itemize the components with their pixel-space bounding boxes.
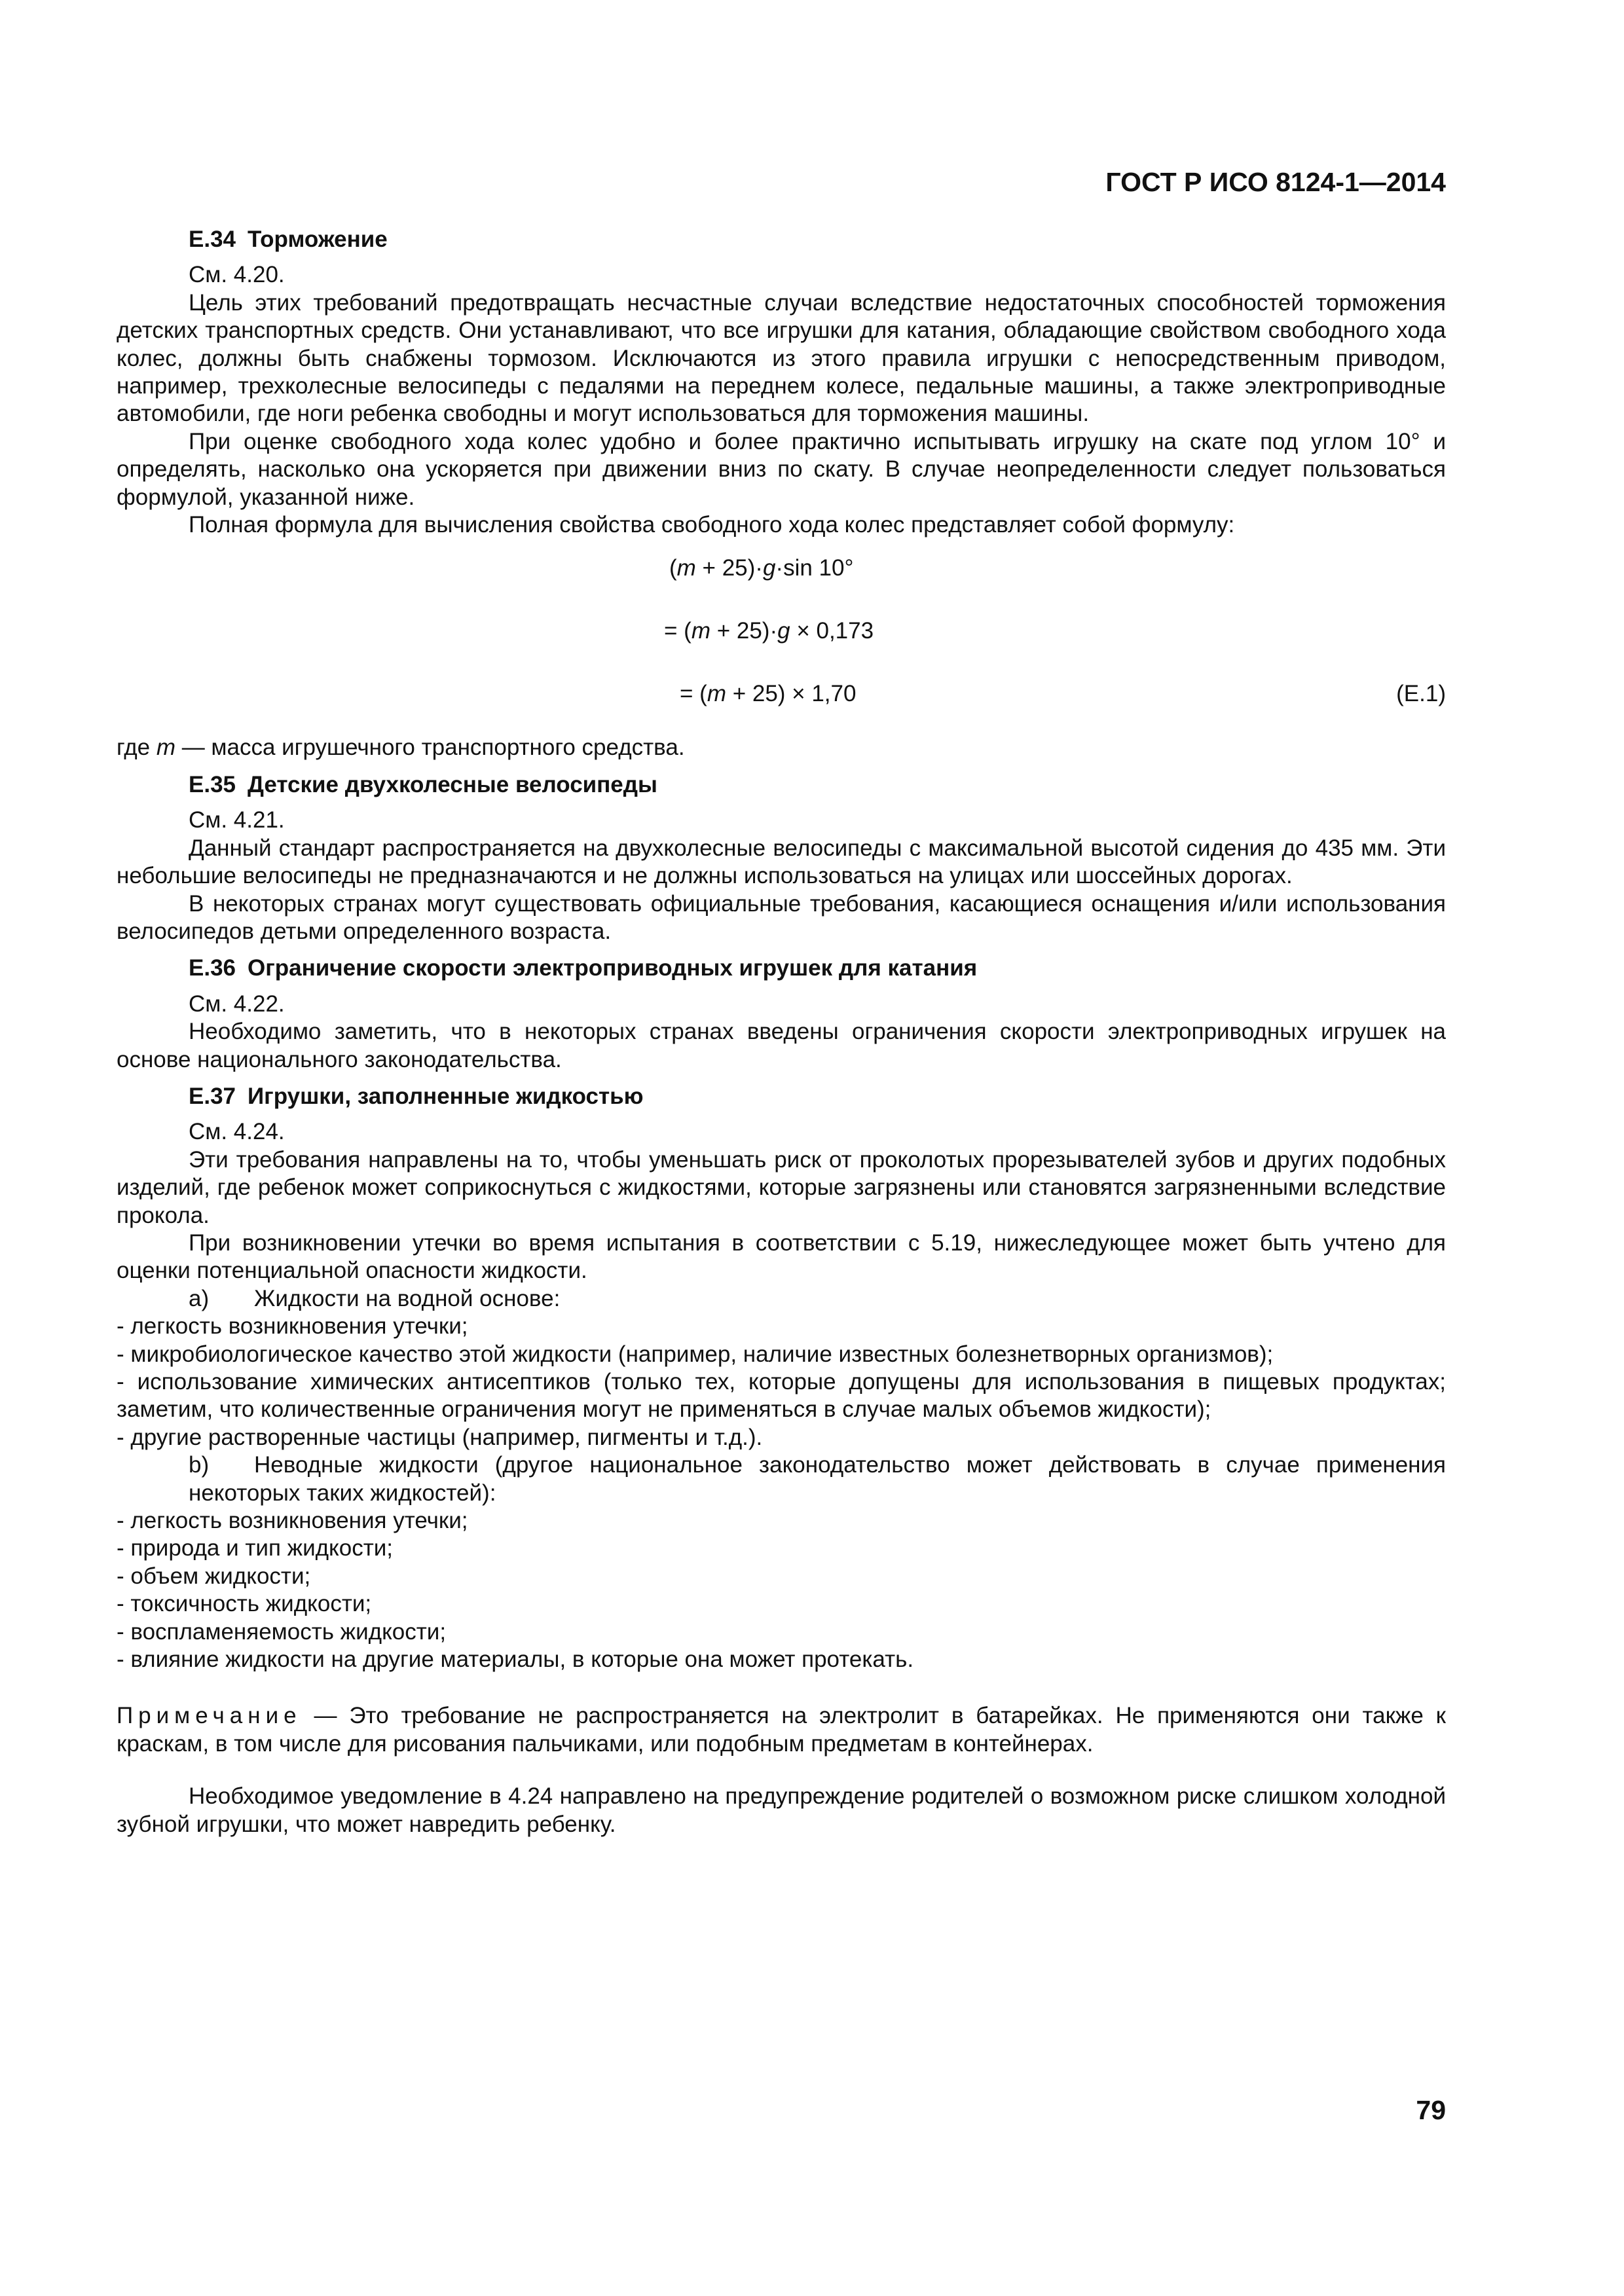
paragraph: Необходимое уведомление в 4.24 направлено на предупреждение родителей о возможном риске слишком холодной зубной игрушки, что может навредить ребенку. bbox=[117, 1783, 1446, 1837]
section-reference: См. 4.24. bbox=[189, 1119, 285, 1145]
section-reference: См. 4.20. bbox=[189, 262, 285, 288]
formula-legend: где m — масса игрушечного транспортного средства. bbox=[117, 735, 685, 761]
paragraph: При возникновении утечки во время испытания в соответствии с 5.19, нижеследующее может быть учтено для оценки потенциальной опасности жидкости. bbox=[117, 1230, 1446, 1284]
paragraph: Данный стандарт распространяется на двухколесные велосипеды с максимальной высотой сидения до 435 мм. Эти небольшие велосипеды не предназначаются и не должны использоваться на улицах или шоссейных дорогах. bbox=[117, 835, 1446, 889]
section-title: Детские двухколесные велосипеды bbox=[248, 771, 657, 797]
formula-expression: = (m + 25) × 1,70 bbox=[680, 681, 857, 707]
section-number: E.34 bbox=[189, 227, 236, 252]
formula-line bbox=[117, 665, 1446, 727]
section-heading-e35 bbox=[117, 771, 1446, 799]
paragraph: Эти требования направлены на то, чтобы уменьшать риск от проколотых прорезывателей зубов и других подобных изделий, где ребенок может соприкоснуться с жидкостями, которые загрязнены или становятся загрязненными вследствие прокола. bbox=[117, 1146, 1446, 1228]
section-number: E.37 bbox=[189, 1083, 236, 1109]
enum-text: Жидкости на водной основе: bbox=[254, 1285, 561, 1311]
paragraph: В некоторых странах могут существовать официальные требования, касающиеся оснащения и/или использования велосипедов детьми определенного возраста. bbox=[117, 890, 1446, 944]
enum-marker: a) bbox=[189, 1285, 210, 1311]
list-item: - объем жидкости; bbox=[117, 1563, 311, 1589]
paragraph: При оценке свободного хода колес удобно и более практично испытывать игрушку на скате под углом 10° и определять, насколько она ускоряется при движении вниз по скату. В случае неопределенности следует пользоваться формулой, указанной ниже. bbox=[117, 428, 1446, 510]
list-item: - воспламеняемость жидкости; bbox=[117, 1618, 447, 1645]
enum-text: Неводные жидкости (другое национальное законодательство может действовать в случае применения некоторых таких жидкостей): bbox=[189, 1452, 1446, 1506]
section-reference: См. 4.21. bbox=[189, 807, 285, 833]
section-number: E.35 bbox=[189, 771, 236, 797]
list-item: - легкость возникновения утечки; bbox=[117, 1508, 468, 1534]
list-item: - микробиологическое качество этой жидкости (например, наличие известных болезнетворных организмов); bbox=[117, 1341, 1274, 1367]
page-number: 79 bbox=[1416, 2095, 1446, 2125]
paragraph: Цель этих требований предотвращать несчастные случаи вследствие недостаточных способностей торможения детских транспортных средств. Они устанавливают, что все игрушки для катания, обладающие свойством свободного хода колес, должны быть снабжены тормозом. Исключаются из этого правила игрушки с непосредственным приводом, например, трехколесные велосипеды с педалями на переднем колесе, педальные машины, а также электроприводные автомобили, где ноги ребенка свободны и могут использоваться для торможения машины. bbox=[117, 289, 1446, 427]
note-text: — Это требование не распространяется на электролит в батарейках. Не применяются они также к краскам, в том числе для рисования пальчиками, или подобным предметам в контейнерах. bbox=[117, 1703, 1446, 1757]
section-number: E.36 bbox=[189, 955, 236, 981]
document-body bbox=[117, 226, 1446, 1838]
section-title: Торможение bbox=[248, 227, 388, 252]
list-item: - токсичность жидкости; bbox=[117, 1591, 372, 1617]
list-item: - другие растворенные частицы (например, пигменты и т.д.). bbox=[117, 1424, 763, 1450]
section-heading-e37 bbox=[117, 1083, 1446, 1110]
formula-line bbox=[117, 539, 1446, 602]
note-label: Примечание bbox=[117, 1703, 302, 1729]
formula-number: (Е.1) bbox=[1396, 681, 1446, 707]
list-item: - использование химических антисептиков (только тех, которые допущены для использования в пищевых продуктах; заметим, что количественные ограничения могут не применяться в случае малых объемов жидкости); bbox=[117, 1369, 1446, 1423]
list-item: - влияние жидкости на другие материалы, в которые она может протекать. bbox=[117, 1647, 914, 1673]
section-title: Ограничение скорости электроприводных игрушек для катания bbox=[248, 955, 978, 981]
section-heading-e36 bbox=[117, 955, 1446, 982]
paragraph: Полная формула для вычисления свойства свободного хода колес представляет собой формулу: bbox=[189, 512, 1235, 538]
section-heading-e34 bbox=[117, 226, 1446, 253]
formula-line bbox=[117, 602, 1446, 665]
list-item: - легкость возникновения утечки; bbox=[117, 1313, 468, 1339]
document-header: ГОСТ Р ИСО 8124-1—2014 bbox=[1105, 167, 1446, 197]
enum-marker: b) bbox=[189, 1452, 210, 1478]
enum-item-b bbox=[117, 1451, 1446, 1507]
note bbox=[117, 1702, 1446, 1758]
paragraph: Необходимо заметить, что в некоторых странах введены ограничения скорости электроприводных игрушек на основе национального законодательства. bbox=[117, 1019, 1446, 1072]
section-reference: См. 4.22. bbox=[189, 991, 285, 1017]
formula-expression: = (m + 25)·g × 0,173 bbox=[664, 618, 874, 644]
list-item: - природа и тип жидкости; bbox=[117, 1535, 394, 1561]
section-title: Игрушки, заполненные жидкостью bbox=[248, 1083, 644, 1109]
enum-item-a bbox=[117, 1285, 1446, 1313]
formula-expression: (m + 25)·g·sin 10° bbox=[669, 555, 854, 581]
